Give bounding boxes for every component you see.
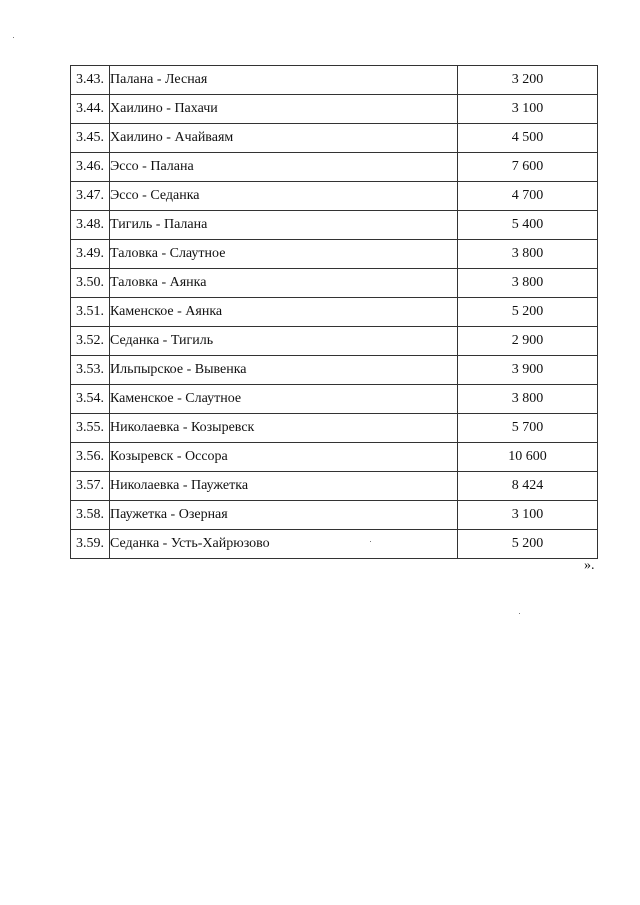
table-row (71, 385, 598, 414)
table-row (71, 153, 598, 182)
route-name: Таловка - Аянка (110, 269, 458, 298)
table-row (71, 298, 598, 327)
route-name: Седанка - Усть-Хайрюзово (110, 530, 458, 559)
route-amount: 5 400 (458, 211, 598, 240)
row-number: 3.47. (71, 182, 110, 211)
row-number: 3.45. (71, 124, 110, 153)
route-amount: 3 100 (458, 95, 598, 124)
route-amount: 3 800 (458, 385, 598, 414)
route-name: Тигиль - Палана (110, 211, 458, 240)
route-name: Козыревск - Оссора (110, 443, 458, 472)
table-row (71, 356, 598, 385)
route-amount: 5 200 (458, 530, 598, 559)
row-number: 3.58. (71, 501, 110, 530)
table-row (71, 240, 598, 269)
route-name: Эссо - Седанка (110, 182, 458, 211)
table-row (71, 66, 598, 95)
scan-speck (519, 613, 520, 614)
row-number: 3.43. (71, 66, 110, 95)
row-number: 3.52. (71, 327, 110, 356)
route-name: Каменское - Слаутное (110, 385, 458, 414)
table-row (71, 414, 598, 443)
table-row (71, 124, 598, 153)
route-name: Седанка - Тигиль (110, 327, 458, 356)
route-name: Эссо - Палана (110, 153, 458, 182)
table-row (71, 530, 598, 559)
route-name: Хаилино - Ачайваям (110, 124, 458, 153)
route-amount: 10 600 (458, 443, 598, 472)
table-row (71, 182, 598, 211)
route-amount: 4 500 (458, 124, 598, 153)
row-number: 3.44. (71, 95, 110, 124)
row-number: 3.48. (71, 211, 110, 240)
route-name: Хаилино - Пахачи (110, 95, 458, 124)
table-row (71, 472, 598, 501)
route-amount: 5 200 (458, 298, 598, 327)
row-number: 3.59. (71, 530, 110, 559)
closing-quote-mark: ». (584, 558, 595, 573)
route-amount: 8 424 (458, 472, 598, 501)
route-amount: 7 600 (458, 153, 598, 182)
table-row (71, 269, 598, 298)
route-amount: 2 900 (458, 327, 598, 356)
table-row (71, 95, 598, 124)
route-name: Паужетка - Озерная (110, 501, 458, 530)
row-number: 3.56. (71, 443, 110, 472)
row-number: 3.51. (71, 298, 110, 327)
route-name: Николаевка - Паужетка (110, 472, 458, 501)
row-number: 3.49. (71, 240, 110, 269)
route-amount: 3 200 (458, 66, 598, 95)
scan-speck (13, 37, 14, 38)
route-name: Палана - Лесная (110, 66, 458, 95)
row-number: 3.53. (71, 356, 110, 385)
route-amount: 3 800 (458, 240, 598, 269)
row-number: 3.57. (71, 472, 110, 501)
route-name: Ильпырское - Вывенка (110, 356, 458, 385)
row-number: 3.46. (71, 153, 110, 182)
route-amount: 4 700 (458, 182, 598, 211)
table-row (71, 443, 598, 472)
route-name: Таловка - Слаутное (110, 240, 458, 269)
row-number: 3.54. (71, 385, 110, 414)
row-number: 3.50. (71, 269, 110, 298)
row-number: 3.55. (71, 414, 110, 443)
route-amount: 3 100 (458, 501, 598, 530)
table-row (71, 501, 598, 530)
route-name: Николаевка - Козыревск (110, 414, 458, 443)
table-row (71, 327, 598, 356)
route-amount: 3 800 (458, 269, 598, 298)
table-row (71, 211, 598, 240)
routes-table (70, 65, 598, 559)
route-amount: 3 900 (458, 356, 598, 385)
route-name: Каменское - Аянка (110, 298, 458, 327)
route-amount: 5 700 (458, 414, 598, 443)
routes-table-body (71, 66, 598, 559)
